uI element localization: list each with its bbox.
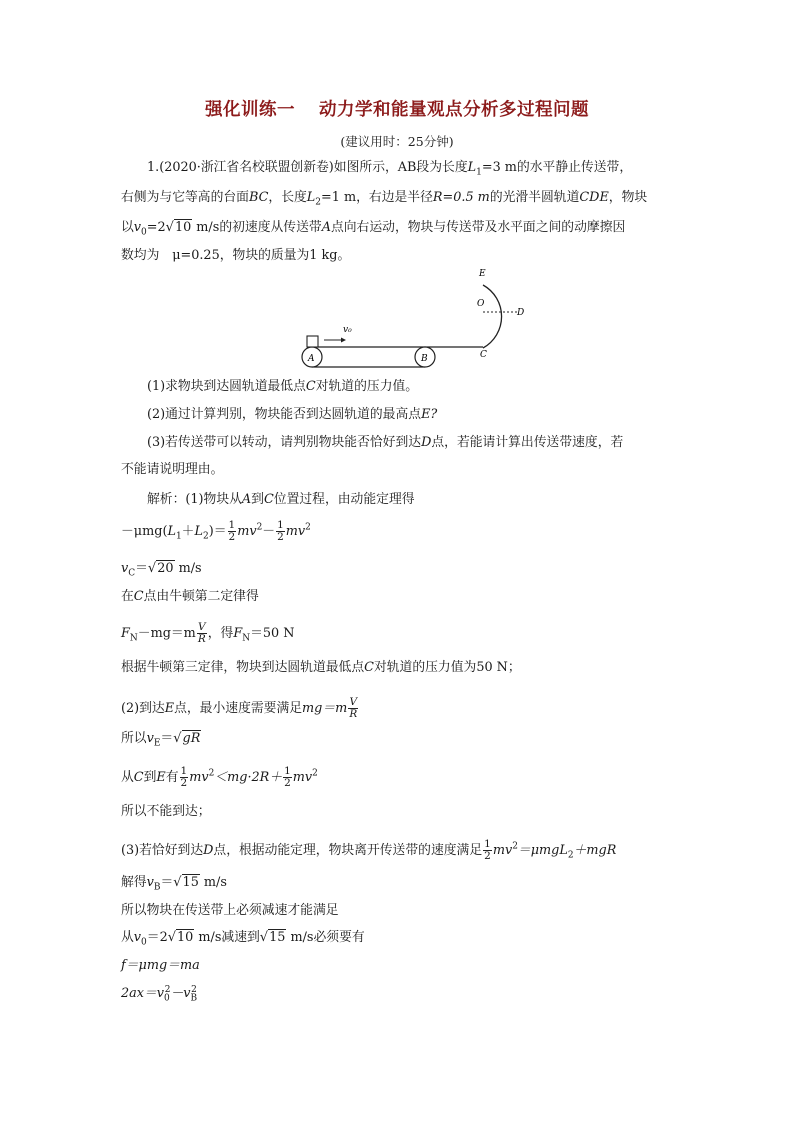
- solution-line-3: $v_C=√20$ m/s: [121, 561, 202, 579]
- solution-line-13: 所以物块在传送带上必须减速才能满足: [121, 903, 339, 918]
- label-c: C: [480, 350, 487, 360]
- label-o: O: [477, 299, 485, 309]
- solution-line-15: f＝μmg＝ma: [121, 958, 200, 973]
- solution-line-2: $-\mu mg(L_1+L_2)=$ $\frac{1}{2}$ $mv^2-$ $\frac{1}{2}$ $mv^2$: [121, 519, 311, 543]
- solution-line-6: 根据牛顿第三定律，物块到达圆轨道最低点C对轨道的压力值为50 N；: [121, 660, 521, 675]
- question-2: (2)通过计算判别，物块能否到达圆轨道的最高点E?: [147, 407, 438, 422]
- label-a: A: [308, 354, 315, 364]
- label-v0: v₀: [343, 325, 352, 335]
- solution-line-14: 从$v_0=2√10$ m/s减速到√15 m/s必须要有: [121, 930, 365, 948]
- block: [307, 336, 318, 347]
- problem-line-4: 数均为 μ=0.25，物块的质量为1 kg。: [121, 248, 351, 263]
- semicircle-track-cde: [483, 285, 502, 348]
- solution-line-16: $2ax=v_0^2-v_B^2$: [121, 984, 198, 1004]
- velocity-arrowhead: [341, 338, 346, 343]
- solution-line-10: 所以不能到达；: [121, 804, 211, 819]
- solution-line-5: $F_N-mg=m$ $\frac{V}{R}$ ，得$F_N=50$ N: [121, 621, 295, 645]
- label-e: E: [479, 269, 486, 279]
- suggested-time: (建议用时：25分钟): [340, 134, 454, 149]
- label-d: D: [517, 308, 525, 318]
- solution-line-1: 解析：(1)物块从A到C位置过程，由动能定理得: [147, 492, 415, 507]
- problem-line-3: 以$v_0=2√10$ m/s的初速度从传送带A点向右运动，物块与传送带及水平面之间的动摩擦因: [121, 220, 626, 238]
- solution-line-12: 解得$v_B=√15$ m/s: [121, 875, 227, 893]
- solution-line-8: 所以$v_E=√gR$: [121, 731, 201, 749]
- page-title: 强化训练一 动力学和能量观点分析多过程问题: [205, 100, 589, 120]
- question-3: (3)若传送带可以转动，请判别物块能否恰好到达D点，若能请计算出传送带速度，若: [147, 435, 624, 450]
- solution-line-11: (3)若恰好到达D点，根据动能定理，物块离开传送带的速度满足 $\frac{1}{2}$ $mv^2=\mu mgL_2+mgR$: [121, 838, 617, 862]
- question-3-cont: 不能请说明理由。: [121, 462, 224, 477]
- solution-line-4: 在C点由牛顿第二定律得: [121, 589, 259, 604]
- solution-line-7: (2)到达E点，最小速度需要满足mg＝m $\frac{V}{R}$: [121, 696, 358, 720]
- solution-line-9: 从C到E有 $\frac{1}{2}$ $mv^2<mg\cdot 2R+$ $\frac{1}{2}$ $mv^2$: [121, 765, 318, 789]
- problem-line-1: 1.(2020·浙江省名校联盟创新卷)如图所示，AB段为长度$L_1=3$ m的水平静止传送带，: [147, 160, 633, 178]
- label-b: B: [421, 354, 428, 364]
- problem-line-2: 右侧为与它等高的台面BC，长度$L_2=1$ m，右边是半径R=0.5 m的光滑半圆轨道CDE，物块: [121, 190, 648, 208]
- conveyor-belt-figure: [285, 262, 545, 372]
- question-1: (1)求物块到达圆轨道最低点C对轨道的压力值。: [147, 379, 419, 394]
